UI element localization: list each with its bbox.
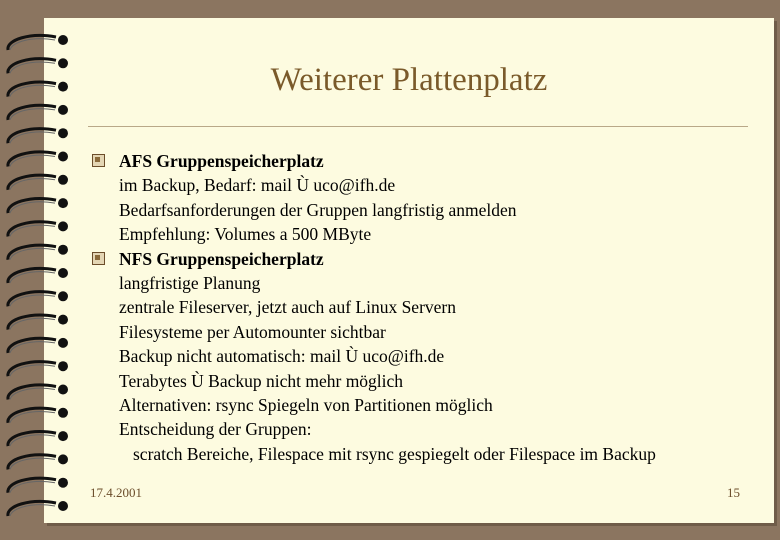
bullet-line: Terabytes Ù Backup nicht mehr möglich xyxy=(119,370,404,391)
bullet-heading-nfs: NFS Gruppenspeicherplatz xyxy=(88,247,768,271)
binding-ring-icon xyxy=(8,408,68,423)
binding-ring-icon xyxy=(8,221,68,236)
bullet-line: Alternativen: rsync Spiegeln von Partitionen möglich xyxy=(119,394,493,415)
bullet-line: langfristige Planung xyxy=(119,272,261,293)
bullet-line: Entscheidung der Gruppen: xyxy=(119,419,312,440)
binding-ring-icon xyxy=(8,431,68,446)
bullet-icon xyxy=(92,252,105,265)
binding-ring-icon xyxy=(8,291,68,306)
binding-ring-icon xyxy=(8,361,68,376)
title-divider xyxy=(88,126,748,127)
bullet-line: zentrale Fileserver, jetzt auch auf Linux Servern xyxy=(119,297,456,318)
binding-ring-icon xyxy=(8,105,68,120)
binding-ring-icon xyxy=(8,198,68,213)
bullet-line: Empfehlung: Volumes a 500 MByte xyxy=(119,224,372,245)
bullet-line: Bedarfsanforderungen der Gruppen langfristig anmelden xyxy=(119,199,517,220)
binding-ring-icon xyxy=(8,128,68,143)
bullet-heading-afs: AFS Gruppenspeicherplatz xyxy=(88,149,768,173)
binding-ring-icon xyxy=(8,175,68,190)
binding-ring-icon xyxy=(8,35,68,50)
slide-body xyxy=(88,149,768,466)
bullet-line: im Backup, Bedarf: mail Ù uco@ifh.de xyxy=(119,175,396,196)
binding-ring-icon xyxy=(8,315,68,330)
binding-ring-icon xyxy=(8,268,68,283)
binding-ring-icon xyxy=(8,501,68,516)
page-number: 15 xyxy=(727,485,740,500)
footer-date: 17.4.2001 xyxy=(90,485,142,500)
binding-ring-icon xyxy=(8,245,68,260)
slide-title: Weiterer Plattenplatz xyxy=(270,62,548,98)
binding-ring-icon xyxy=(8,338,68,353)
bullet-icon xyxy=(92,154,105,167)
binding-ring-icon xyxy=(8,152,68,167)
bullet-line: Backup nicht automatisch: mail Ù uco@ifh.de xyxy=(119,346,445,367)
bullet-subline: scratch Bereiche, Filespace mit rsync gespiegelt oder Filespace im Backup xyxy=(133,443,656,464)
bullet-line: Filesysteme per Automounter sichtbar xyxy=(119,321,386,342)
binding-ring-icon xyxy=(8,454,68,469)
binding-ring-icon xyxy=(8,478,68,493)
binding-ring-icon xyxy=(8,385,68,400)
